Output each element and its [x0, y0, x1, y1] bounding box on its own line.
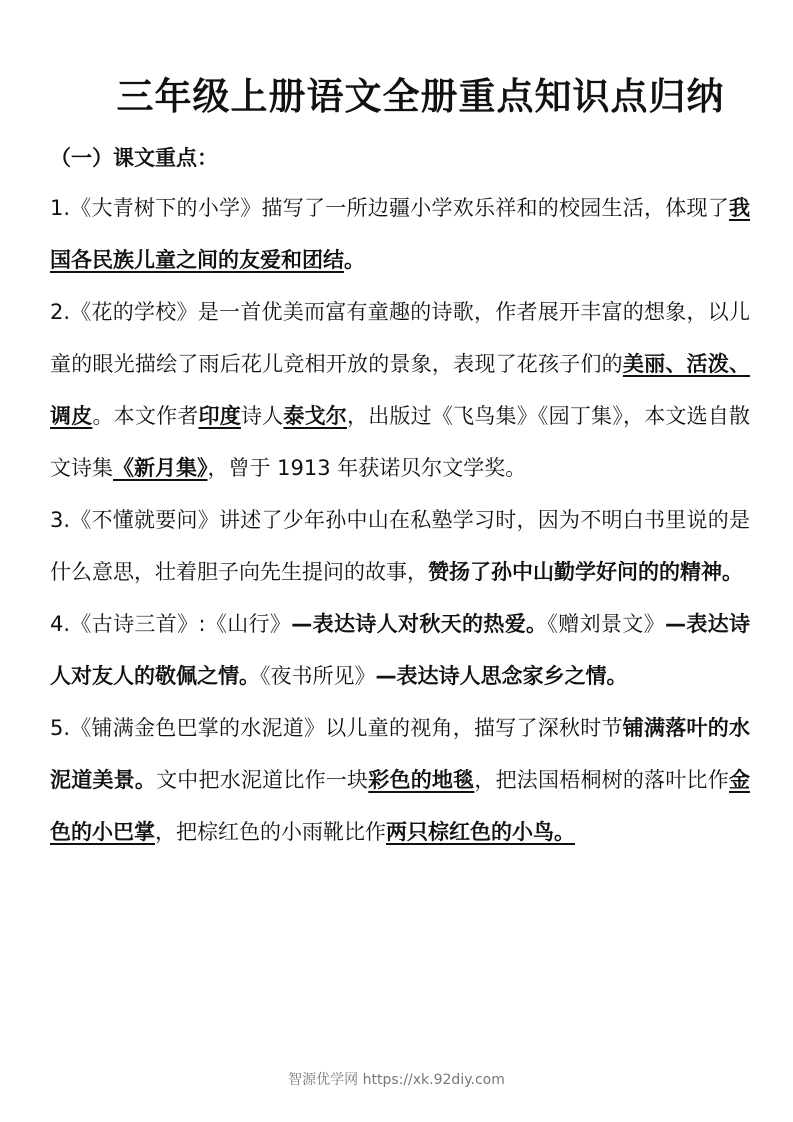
para-5-text-a: 文中把水泥道比作一块: [156, 768, 369, 792]
para-1-theme-highlight: 我国各民族儿童之间的友爱和团结: [50, 196, 750, 272]
para-4-theme-3: —表达诗人思念家乡之情。: [375, 664, 628, 688]
para-5-metaphor-2: 金色的小巴掌: [50, 768, 750, 844]
para-3-intro: 3.《不懂就要问》讲述了少年孙中山在私塾学习时，因为不明白书里说的是什么意思，壮着胆子向先生提问的故事，: [50, 508, 750, 584]
page-title: 三年级上册语文全册重点知识点归纳: [116, 75, 725, 118]
para-4-poem-1: 4.《古诗三首》:《山行》: [50, 612, 292, 636]
paragraph-5: [50, 702, 750, 858]
paragraph-3: [50, 494, 750, 598]
para-2-text-c: ，出版过《飞鸟集》《园丁集》，本文选自散文诗集: [50, 404, 751, 480]
para-4-theme-1: —表达诗人对秋天的热爱。: [291, 612, 548, 636]
para-5-text-b: ，把法国梧桐树的落叶比作: [474, 768, 729, 792]
para-5-scene-highlight: 铺满落叶的水泥道美景。: [50, 716, 750, 792]
para-5-metaphor-1: 彩色的地毯: [368, 768, 475, 792]
para-1-end: 。: [344, 248, 365, 272]
lesson-key-points: [50, 182, 750, 858]
paragraph-2: [50, 286, 750, 494]
para-4-poem-3: 《夜书所见》: [260, 664, 376, 688]
para-2-text-b: 诗人: [240, 404, 284, 428]
para-2-intro: 2.《花的学校》是一首优美而富有童趣的诗歌，作者展开丰富的想象，以儿童的眼光描绘了雨后花儿竞相开放的景象，表现了花孩子们的: [50, 300, 750, 376]
para-2-traits-highlight: 美丽、活泼、调皮: [50, 352, 750, 428]
para-5-text-c: ，把棕红色的小雨靴比作: [155, 820, 386, 844]
paragraph-1: [50, 182, 750, 286]
para-4-theme-2: —表达诗人对友人的敬佩之情。: [50, 612, 751, 688]
footer-watermark: 智源优学网 https://xk.92diy.com: [288, 1072, 505, 1088]
para-5-metaphor-3: 两只棕红色的小鸟。: [386, 820, 575, 844]
para-2-text-a: 。本文作者: [92, 404, 199, 428]
para-1-intro: 1.《大青树下的小学》描写了一所边疆小学欢乐祥和的校园生活，体现了: [50, 196, 729, 220]
para-5-intro: 5.《铺满金色巴掌的水泥道》以儿童的视角，描写了深秋时节: [50, 716, 623, 740]
para-2-country-highlight: 印度: [198, 404, 241, 428]
paragraph-4: [50, 598, 750, 702]
para-2-author-highlight: 泰戈尔: [283, 404, 348, 428]
para-2-end: ，曾于 1913 年获诺贝尔文学奖。: [207, 456, 527, 480]
para-4-poem-2: 《赠刘景文》: [547, 612, 665, 636]
section-heading: （一）课文重点：: [50, 146, 218, 170]
para-2-collection-highlight: 《新月集》: [113, 456, 208, 480]
para-3-theme-highlight: 赞扬了孙中山勤学好问的的精神。: [428, 560, 743, 584]
